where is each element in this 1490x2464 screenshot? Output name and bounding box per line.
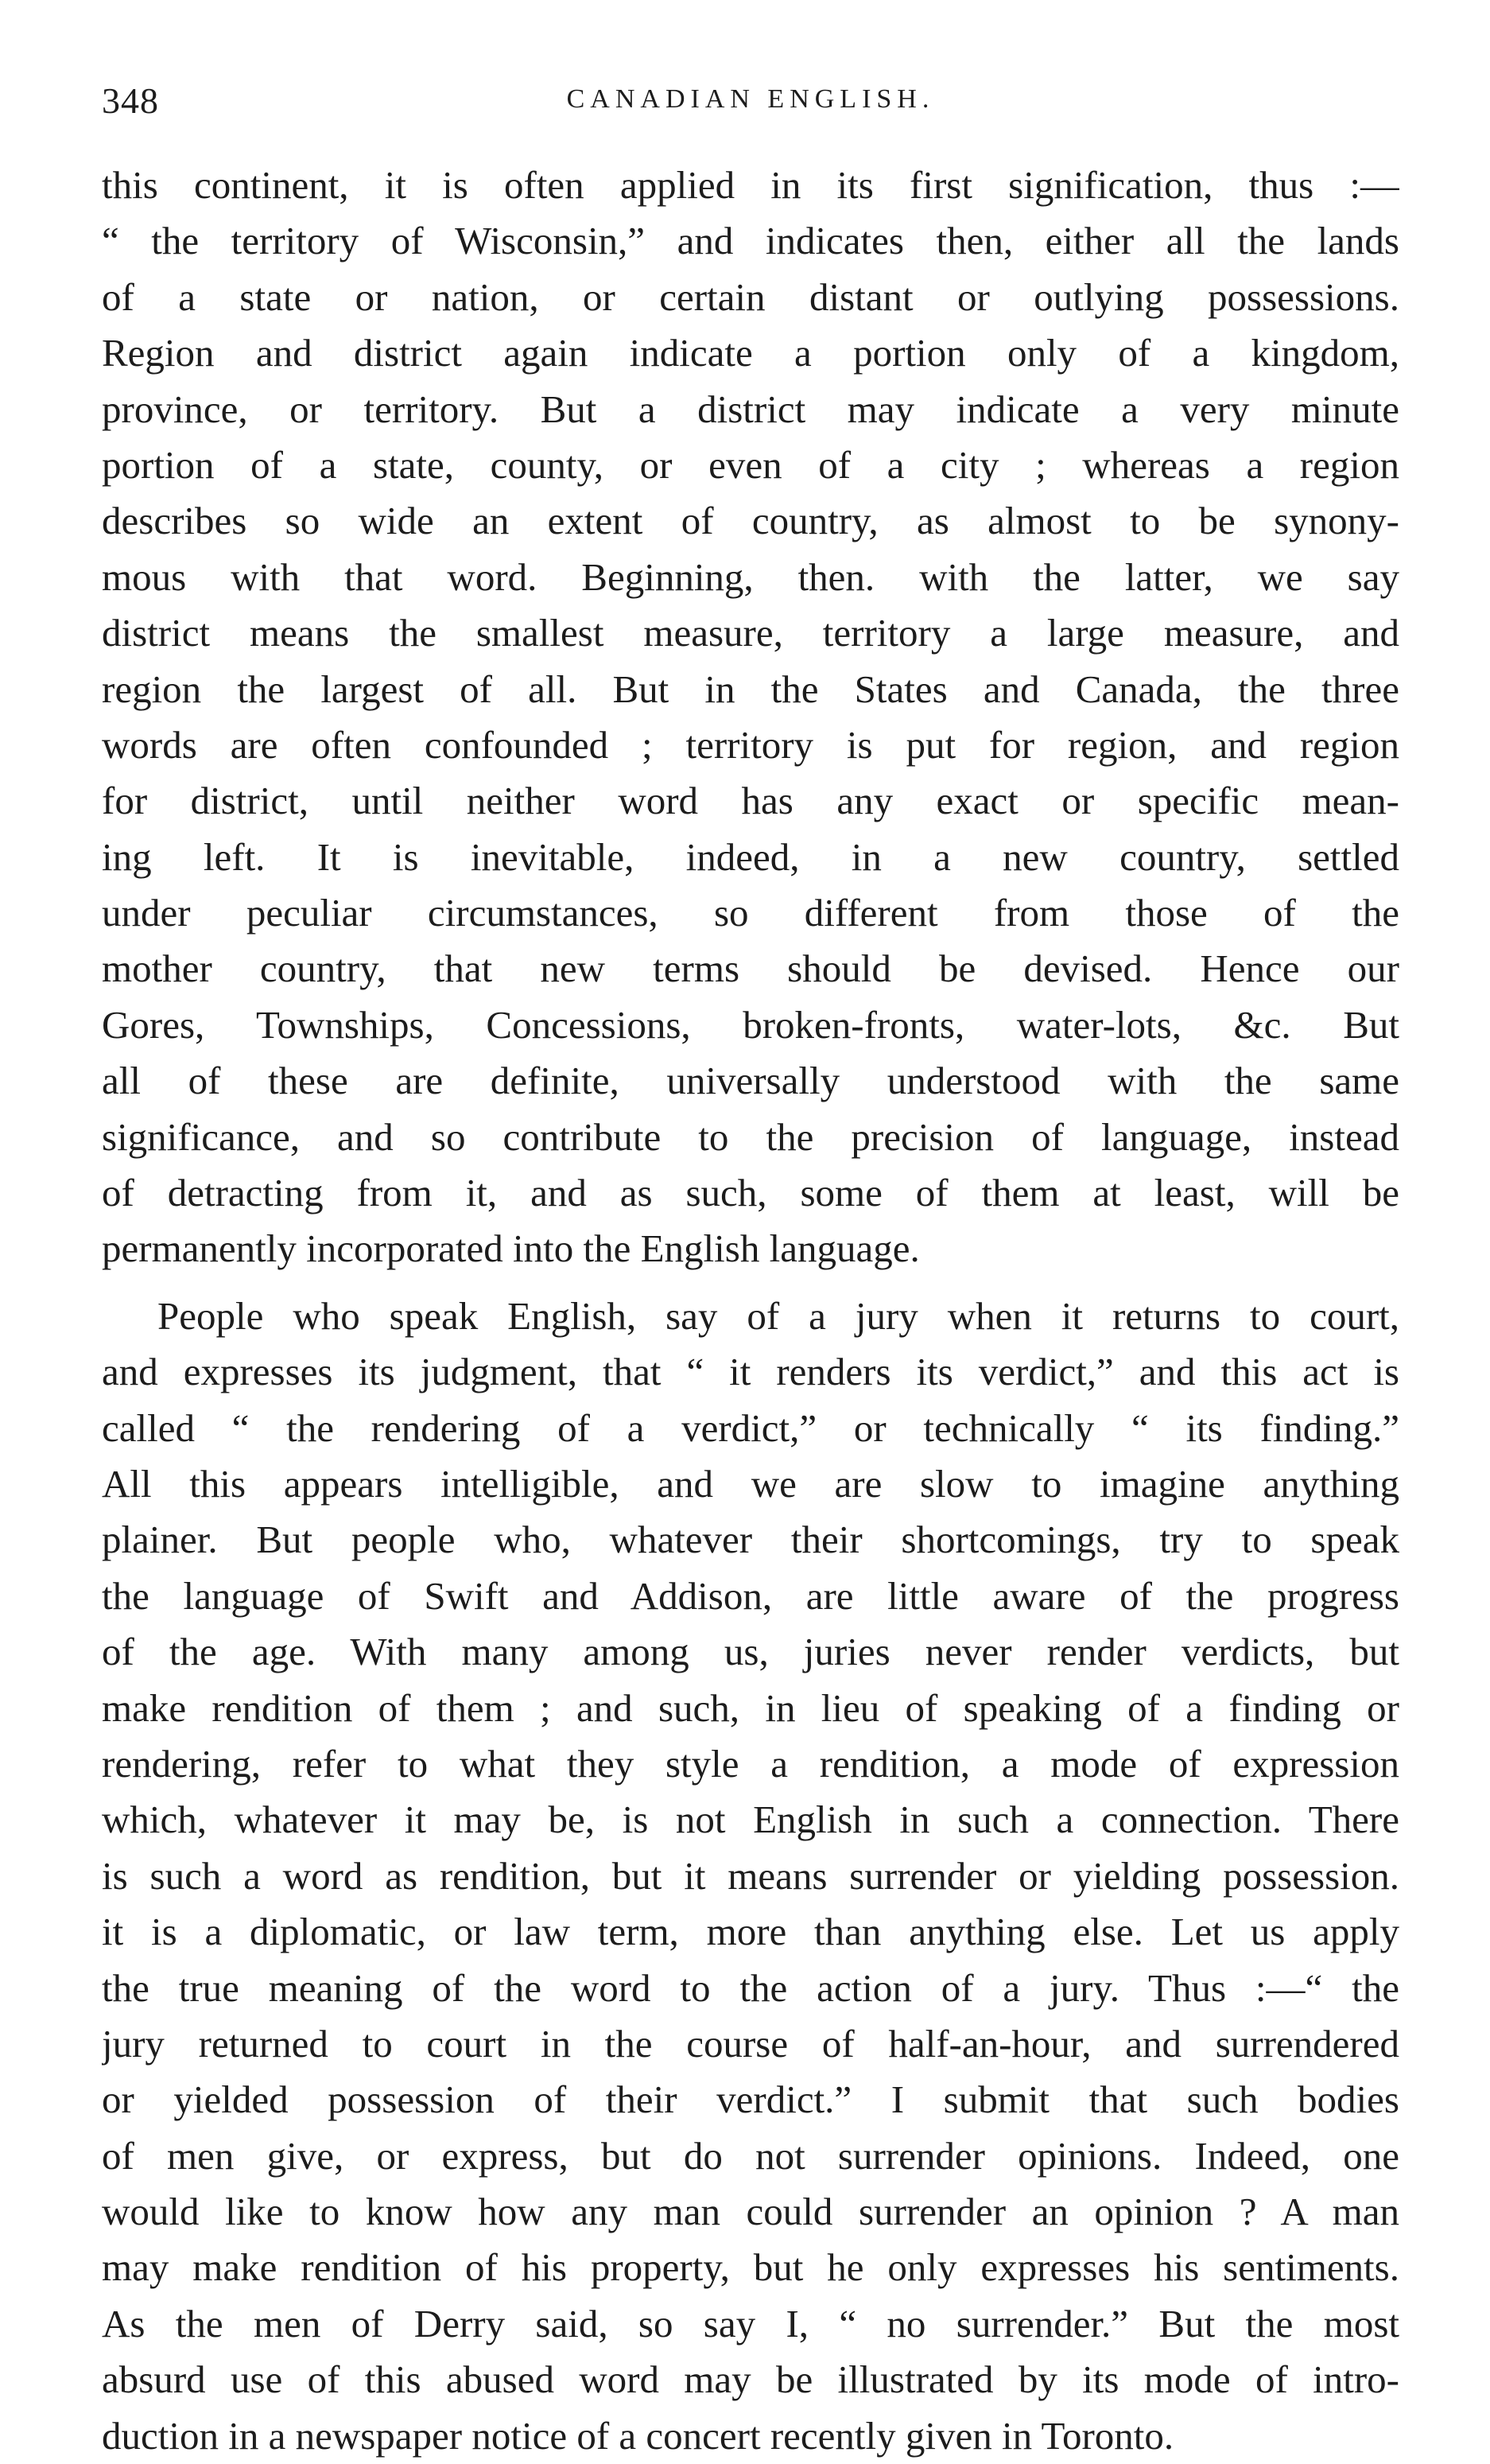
body-text [102,157,1399,2464]
text-line: Region and district again indicate a portion only of a kingdom, [102,331,1399,375]
text-line: for district, until neither word has any exact or specific mean- [102,779,1399,823]
text-line: As the men of Derry said, so say I, “ no surrender.” But the most [102,2301,1399,2345]
paragraph [102,1288,1399,2464]
text-line: may make rendition of his property, but he only expresses his sentiments. [102,2245,1399,2290]
text-line: absurd use of this abused word may be illustrated by its mode of intro- [102,2357,1399,2402]
text-line: is such a word as rendition, but it means surrender or yielding possession. [102,1853,1399,1898]
text-line: under peculiar circumstances, so different from those of the [102,891,1399,935]
text-line: make rendition of them ; and such, in lieu of speaking of a finding or [102,1685,1399,1730]
text-line: of detracting from it, and as such, some of them at least, will be [102,1171,1399,1215]
text-line: portion of a state, county, or even of a city ; whereas a region [102,442,1399,487]
text-line: ing left. It is inevitable, indeed, in a new country, settled [102,834,1399,879]
text-line: province, or territory. But a district may indicate a very minute [102,387,1399,431]
text-line: mother country, that new terms should be devised. Hence our [102,946,1399,991]
text-line: describes so wide an extent of country, as almost to be synony- [102,499,1399,543]
text-line: the language of Swift and Addison, are little aware of the progress [102,1573,1399,1618]
text-line: significance, and so contribute to the precision of language, instead [102,1114,1399,1159]
text-line: “ the territory of Wisconsin,” and indicates then, either all the lands [102,219,1399,263]
text-line: or yielded possession of their verdict.” I submit that such bodies [102,2077,1399,2122]
text-line: all of these are definite, universally understood with the same [102,1059,1399,1103]
text-line: of the age. With many among us, juries never render verdicts, but [102,1630,1399,1674]
text-line: rendering, refer to what they style a rendition, a mode of expression [102,1741,1399,1786]
text-line: plainer. But people who, whatever their shortcomings, try to speak [102,1518,1399,1562]
text-line: region the largest of all. But in the States and Canada, the three [102,667,1399,711]
text-line: of a state or nation, or certain distant or outlying possessions. [102,274,1399,319]
paragraph [102,157,1399,1277]
running-head: CANADIAN ENGLISH. [566,84,935,114]
text-line: the true meaning of the word to the action of a jury. Thus :—“ the [102,1965,1399,2010]
text-line: district means the smallest measure, territory a large measure, and [102,611,1399,655]
text-line: words are often confounded ; territory is put for region, and region [102,722,1399,767]
text-line: this continent, it is often applied in its first signification, thus :— [102,163,1399,207]
text-line: duction in a newspaper notice of a concert recently given in Toronto. [102,2413,1174,2458]
text-line: it is a diplomatic, or law term, more than anything else. Let us apply [102,1910,1399,1954]
text-line: called “ the rendering of a verdict,” or technically “ its finding.” [102,1405,1399,1450]
text-line: and expresses its judgment, that “ it renders its verdict,” and this act is [102,1350,1399,1394]
page-header [102,80,1399,127]
text-line: jury returned to court in the course of half-an-hour, and surrendered [102,2021,1399,2066]
text-line: of men give, or express, but do not surrender opinions. Indeed, one [102,2133,1399,2178]
text-line: mous with that word. Beginning, then. with the latter, we say [102,554,1399,599]
text-line: Gores, Townships, Concessions, broken-fronts, water-lots, &c. But [102,1002,1399,1047]
text-line: permanently incorporated into the English language. [102,1226,920,1271]
text-line: would like to know how any man could surrender an opinion ? A man [102,2190,1399,2234]
text-line: People who speak English, say of a jury when it returns to court, [157,1293,1399,1338]
text-line: All this appears intelligible, and we are slow to imagine anything [102,1461,1399,1506]
text-line: which, whatever it may be, is not English in such a connection. There [102,1797,1399,1842]
page-number: 348 [102,80,159,121]
